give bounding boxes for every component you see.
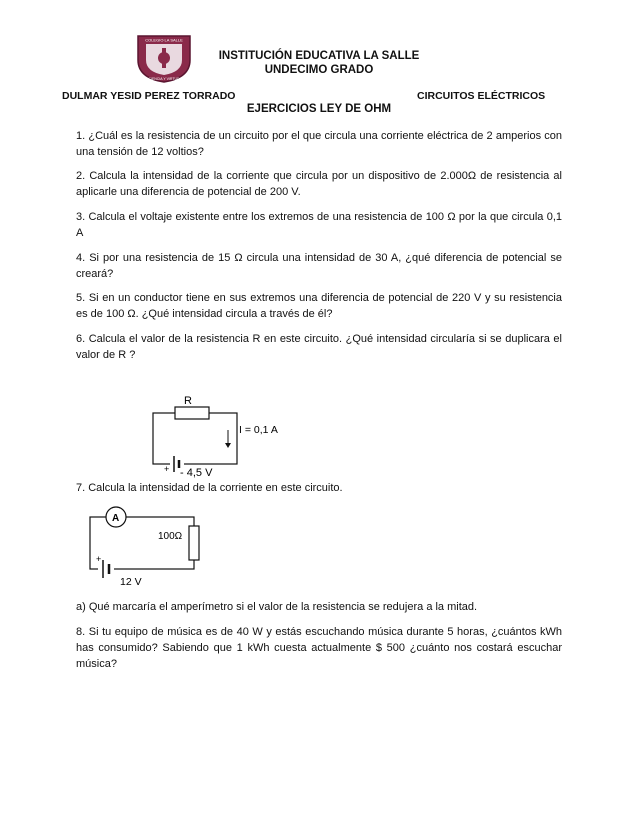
- circuit-1-diagram: [150, 390, 300, 478]
- question-8: 8. Si tu equipo de música es de 40 W y estás escuchando música durante 5 horas, ¿cuántos kWh has consumido? Sabiendo que 1 kWh cuesta actualmente $ 500 ¿cuánto nos costará escuchar música?: [76, 626, 562, 670]
- logo-text-top: COLEGIO LA SALLE: [145, 37, 183, 43]
- question-4: 4. Si por una resistencia de 15 Ω circula una intensidad de 30 A, ¿qué diferencia de potencial se creará?: [76, 252, 562, 280]
- logo-text-bottom: CIENCIA Y VIRTUD: [148, 77, 180, 81]
- battery-1-plus: +: [164, 464, 170, 474]
- question-7: 7. Calcula la intensidad de la corriente en este circuito.: [76, 482, 343, 494]
- resistor-100: [189, 526, 199, 560]
- battery-2-label: 12 V: [120, 576, 142, 588]
- question-5: 5. Si en un conductor tiene en sus extremos una diferencia de potencial de 220 V y su resistencia es de 100 Ω. ¿Qué intensidad circula a través de él?: [76, 292, 562, 320]
- resistor-100-label: 100Ω: [158, 531, 183, 542]
- question-2: 2. Calcula la intensidad de la corriente que circula por un dispositivo de 2.000Ω de resistencia al aplicarle una diferencia de potencial de 200 V.: [76, 170, 562, 198]
- current-label: I = 0,1 A: [239, 424, 278, 436]
- resistor-r-label: R: [184, 395, 192, 407]
- question-1: 1. ¿Cuál es la resistencia de un circuito por el que circula una corriente eléctrica de 2 amperios con una tensión de 12 voltios?: [76, 130, 562, 158]
- question-6: 6. Calcula el valor de la resistencia R en este circuito. ¿Qué intensidad circularía si se duplicara el valor de R ?: [76, 333, 562, 361]
- subject-label: CIRCUITOS ELÉCTRICOS: [417, 90, 546, 102]
- battery-1-label: - 4,5 V: [180, 467, 213, 478]
- battery-2-plus: +: [96, 554, 102, 564]
- question-7a: a) Qué marcaría el amperímetro si el valor de la resistencia se redujera a la mitad.: [76, 601, 478, 613]
- student-name: DULMAR YESID PEREZ TORRADO: [62, 90, 236, 102]
- grade-label: UNDECIMO GRADO: [264, 64, 374, 76]
- resistor-r: [175, 407, 209, 419]
- circuit-2-diagram: [76, 500, 216, 590]
- institution-name: INSTITUCIÓN EDUCATIVA LA SALLE: [218, 50, 420, 62]
- ammeter-label: A: [112, 513, 120, 524]
- worksheet-title: EJERCICIOS LEY DE OHM: [246, 103, 392, 115]
- question-3: 3. Calcula el voltaje existente entre los extremos de una resistencia de 100 Ω por la que circula 0,1 A: [76, 211, 562, 239]
